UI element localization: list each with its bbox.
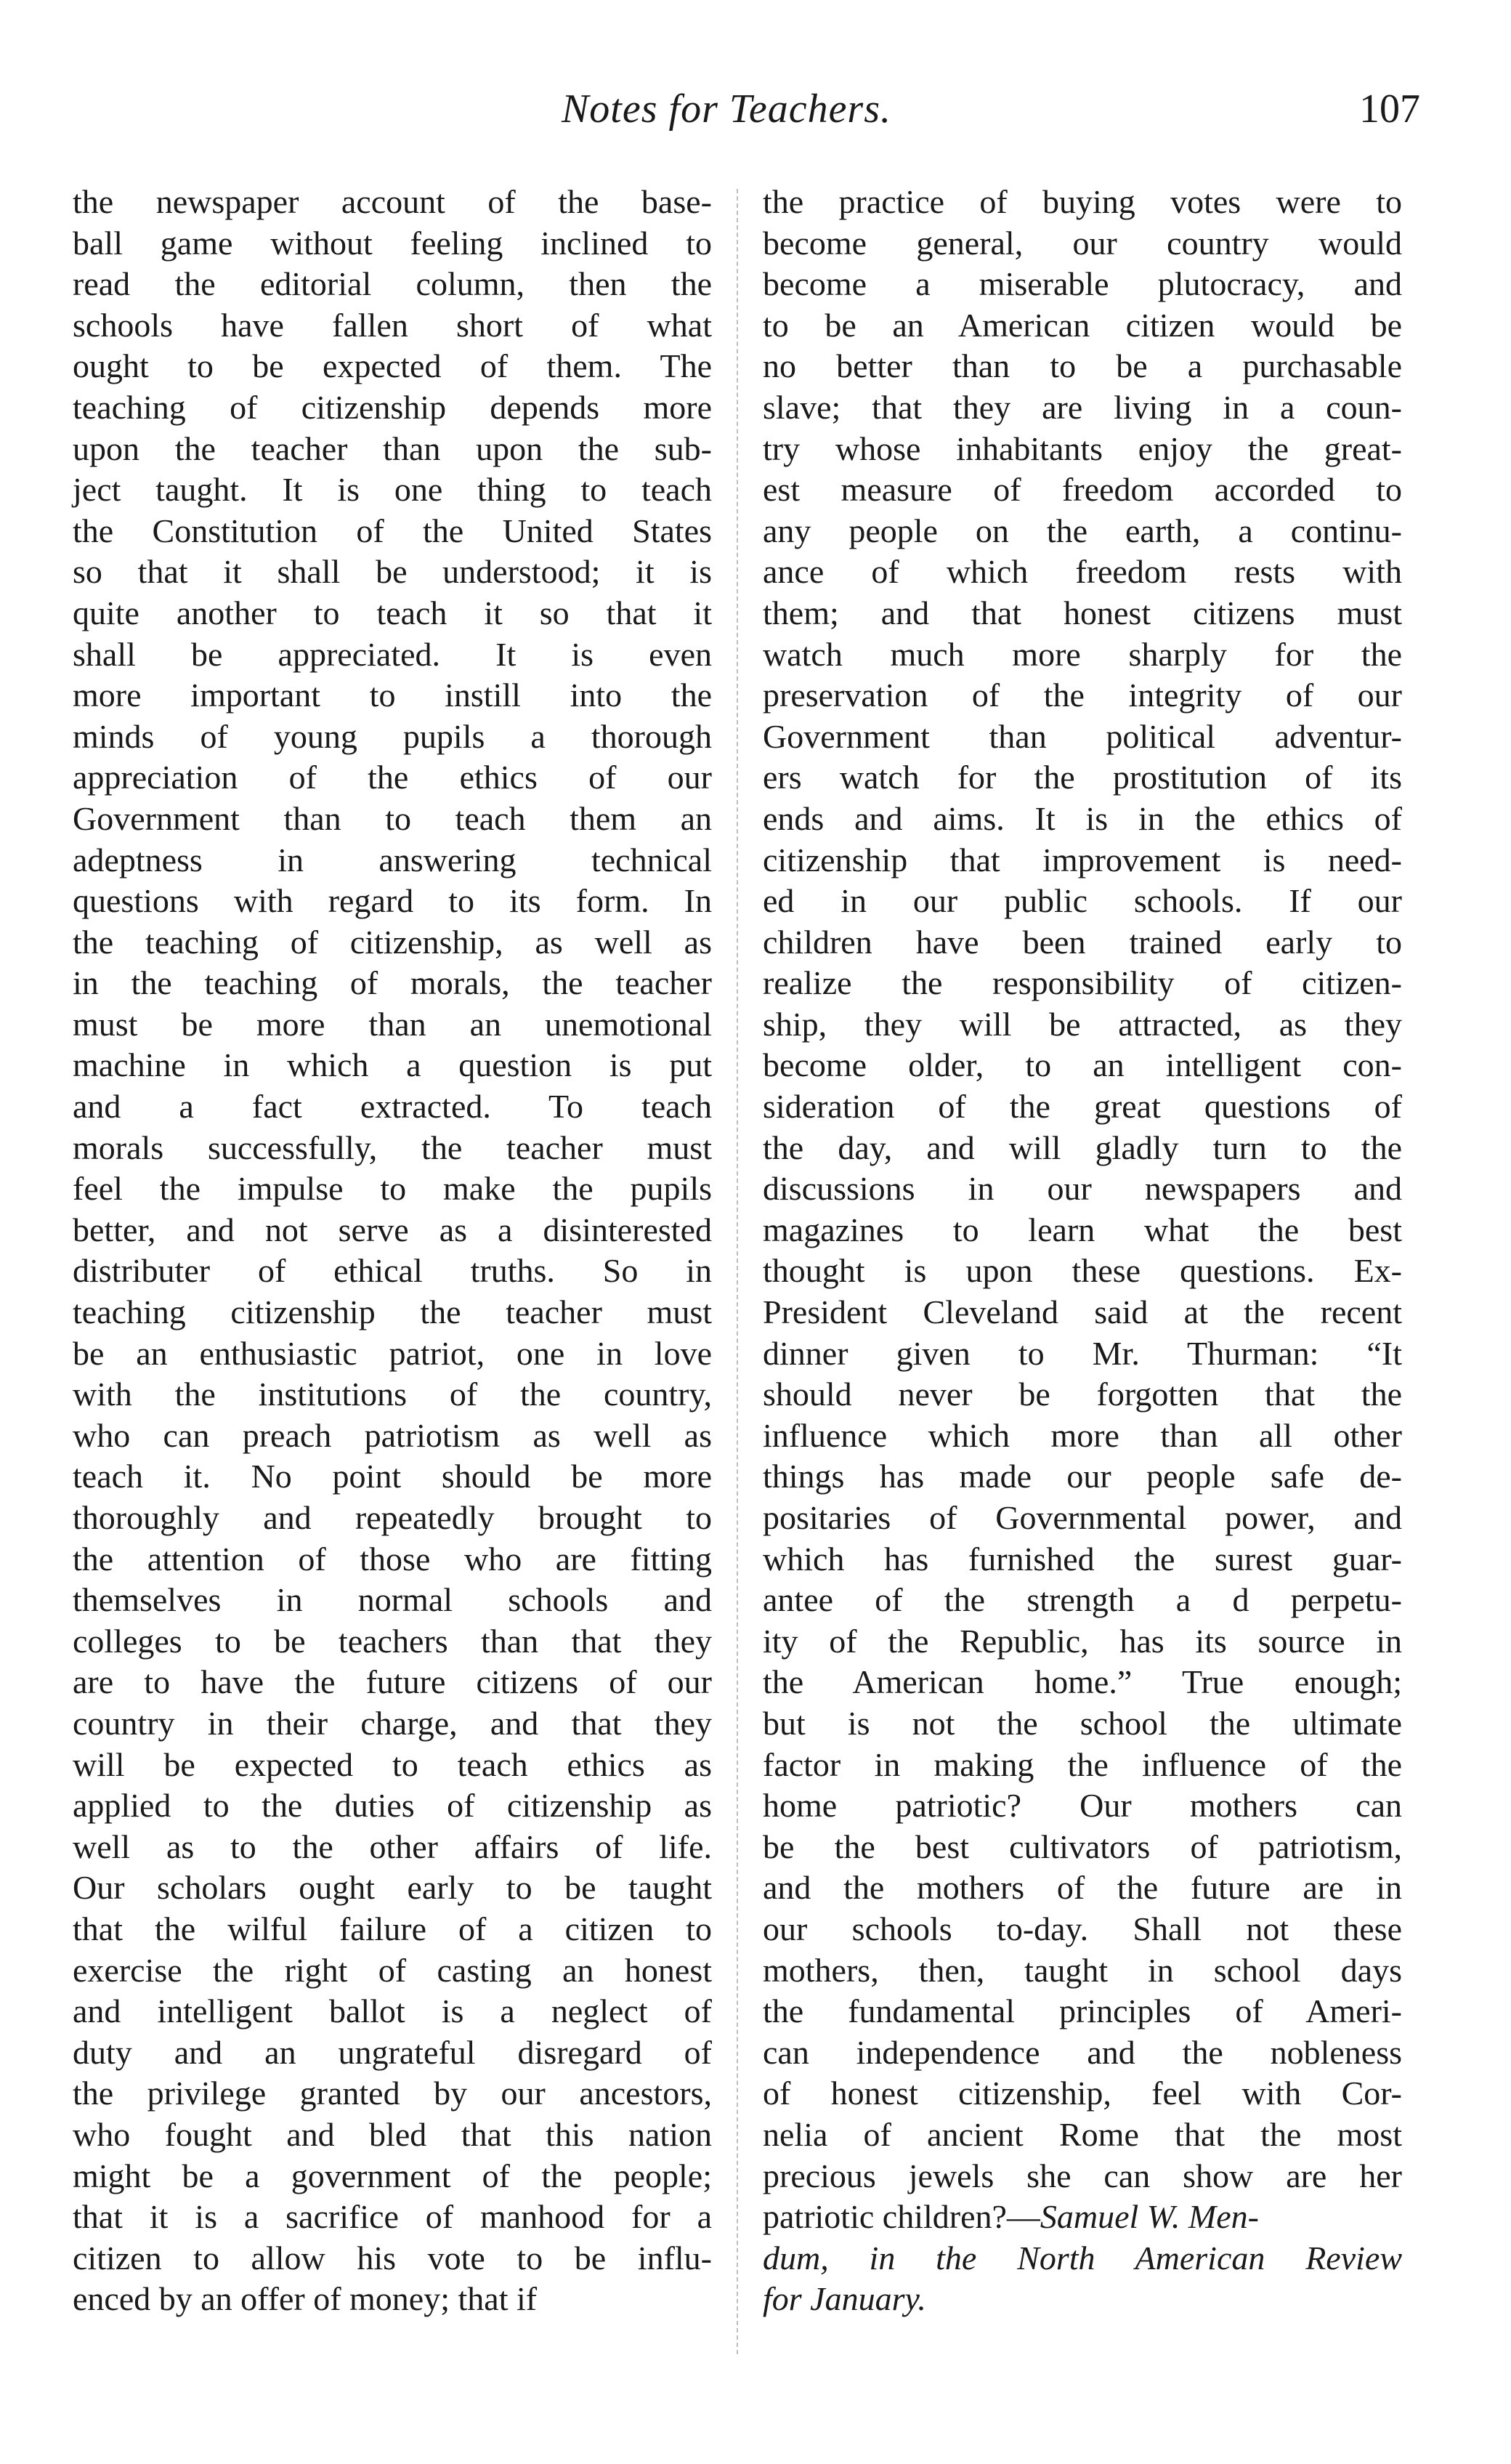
text-line: minds of young pupils a thorough [73,717,712,755]
text-line: children have been trained early to [763,923,1402,961]
text-line: and the mothers of the future are in [763,1869,1402,1907]
text-line: feel the impulse to make the pupils [73,1170,712,1208]
text-line: adeptness in answering technical [73,841,712,878]
text-line: so that it shall be understood; it is [73,553,712,591]
text-line: antee of the strength a d perpetu- [763,1581,1402,1619]
text-line: might be a government of the people; [73,2157,712,2194]
text-line: sideration of the great questions of [763,1088,1402,1126]
text-line: teaching of citizenship depends more [73,388,712,426]
text-line: ought to be expected of them. The [73,347,712,385]
text-line: in the teaching of morals, the teacher [73,964,712,1002]
text-line: ball game without feeling inclined to [73,224,712,262]
text-line: well as to the other affairs of life. [73,1827,712,1865]
text-line: be an enthusiastic patriot, one in love [73,1334,712,1372]
text-line: are to have the future citizens of our [73,1663,712,1701]
text-line: citizen to allow his vote to be influ- [73,2239,712,2277]
text-line: home patriotic? Our mothers can [763,1787,1402,1825]
text-line: realize the responsibility of citizen- [763,964,1402,1002]
text-line: the day, and will gladly turn to the [763,1128,1402,1166]
text-line: ity of the Republic, has its source in [763,1622,1402,1660]
text-line: to be an American citizen would be [763,306,1402,344]
text-line: the newspaper account of the base- [73,183,712,220]
text-line: thought is upon these questions. Ex- [763,1252,1402,1290]
text-line: teach it. No point should be more [73,1458,712,1495]
text-line: ends and aims. It is in the ethics of [763,799,1402,837]
text-line: dinner given to Mr. Thurman: “It [763,1334,1402,1372]
text-line: try whose inhabitants enjoy the great- [763,429,1402,467]
text-line: distributer of ethical truths. So in [73,1252,712,1290]
text-line: upon the teacher than upon the sub- [73,429,712,467]
text-line: schools have fallen short of what [73,306,712,344]
text-line: precious jewels she can show are her [763,2157,1402,2194]
text-line: duty and an ungrateful disregard of [73,2033,712,2071]
text-line: enced by an offer of money; that if [73,2280,538,2318]
text-line: Government than to teach them an [73,799,712,837]
text-line: that the wilful failure of a citizen to [73,1910,712,1947]
right-column [763,182,1402,2320]
text-line: read the editorial column, then the [73,265,712,303]
text-line: themselves in normal schools and [73,1581,712,1619]
running-header-title: Notes for Teachers. [561,86,892,132]
signature-author: Samuel W. Men- [1040,2198,1259,2236]
text-line: which has furnished the surest guar- [763,1540,1402,1578]
text-line: better, and not serve as a disinterested [73,1211,712,1248]
text-line: the fundamental principles of Ameri- [763,1992,1402,2030]
text-line: no better than to be a purchasable [763,347,1402,385]
column-divider [737,189,738,2354]
text-line: who can preach patriotism as well as [73,1416,712,1454]
text-line: become general, our country would [763,224,1402,262]
text-line: ject taught. It is one thing to teach [73,471,712,509]
text-line: things has made our people safe de- [763,1458,1402,1495]
text-line: ers watch for the prostitution of its [763,759,1402,796]
signature-line: for January. [763,2280,926,2318]
text-line: the American home.” True enough; [763,1663,1402,1701]
text-line: who fought and bled that this nation [73,2115,712,2153]
text-line: Our scholars ought early to be taught [73,1869,712,1907]
text-line: machine in which a question is put [73,1046,712,1084]
text-line: Government than political adventur- [763,717,1402,755]
text-line: slave; that they are living in a coun- [763,388,1402,426]
text-line: influence which more than all other [763,1416,1402,1454]
signature-line: dum, in the North American Review [763,2239,1402,2277]
text-line: ship, they will be attracted, as they [763,1005,1402,1043]
text-line: more important to instill into the [73,676,712,714]
text-line: be the best cultivators of patriotism, [763,1827,1402,1865]
text-line: nelia of ancient Rome that the most [763,2115,1402,2153]
text-line: with the institutions of the country, [73,1376,712,1413]
text-line: thoroughly and repeatedly brought to [73,1499,712,1536]
text-line: them; and that honest citizens must [763,594,1402,631]
text-line: magazines to learn what the best [763,1211,1402,1248]
text-line [763,2197,1402,2238]
text-line: should never be forgotten that the [763,1376,1402,1413]
text-line: that it is a sacrifice of manhood for a [73,2198,712,2236]
left-column [73,182,712,2320]
text-line: President Cleveland said at the recent [763,1293,1402,1331]
text-line: any people on the earth, a continu- [763,512,1402,549]
text-line: ed in our public schools. If our [763,882,1402,920]
text-line: citizenship that improvement is need- [763,841,1402,878]
text-line: preservation of the integrity of our [763,676,1402,714]
text-line: ance of which freedom rests with [763,553,1402,591]
text-line: of honest citizenship, feel with Cor- [763,2075,1402,2112]
text-line: become a miserable plutocracy, and [763,265,1402,303]
text-line: appreciation of the ethics of our [73,759,712,796]
text-line: our schools to-day. Shall not these [763,1910,1402,1947]
text-line: exercise the right of casting an honest [73,1951,712,1989]
page-number: 107 [1359,86,1420,132]
text-line: quite another to teach it so that it [73,594,712,631]
text-line: the attention of those who are fitting [73,1540,712,1578]
text-line: positaries of Governmental power, and [763,1499,1402,1536]
text-line: the Constitution of the United States [73,512,712,549]
text-line: country in their charge, and that they [73,1704,712,1742]
text-line: but is not the school the ultimate [763,1704,1402,1742]
text-line: colleges to be teachers than that they [73,1622,712,1660]
text-line-content: patriotic children?— [763,2198,1040,2236]
text-line: and a fact extracted. To teach [73,1088,712,1126]
text-line: shall be appreciated. It is even [73,635,712,673]
text-line: will be expected to teach ethics as [73,1745,712,1783]
text-line: can independence and the nobleness [763,2033,1402,2071]
text-line: factor in making the influence of the [763,1745,1402,1783]
text-line: discussions in our newspapers and [763,1170,1402,1208]
text-line: est measure of freedom accorded to [763,471,1402,509]
text-line: applied to the duties of citizenship as [73,1787,712,1825]
text-line: the practice of buying votes were to [763,183,1402,220]
text-line: watch much more sharply for the [763,635,1402,673]
text-line: must be more than an unemotional [73,1005,712,1043]
text-line: become older, to an intelligent con- [763,1046,1402,1084]
text-line: questions with regard to its form. In [73,882,712,920]
text-line: mothers, then, taught in school days [763,1951,1402,1989]
text-line: the privilege granted by our ancestors, [73,2075,712,2112]
text-line: and intelligent ballot is a neglect of [73,1992,712,2030]
text-line: teaching citizenship the teacher must [73,1293,712,1331]
text-line: morals successfully, the teacher must [73,1128,712,1166]
text-line: the teaching of citizenship, as well as [73,923,712,961]
